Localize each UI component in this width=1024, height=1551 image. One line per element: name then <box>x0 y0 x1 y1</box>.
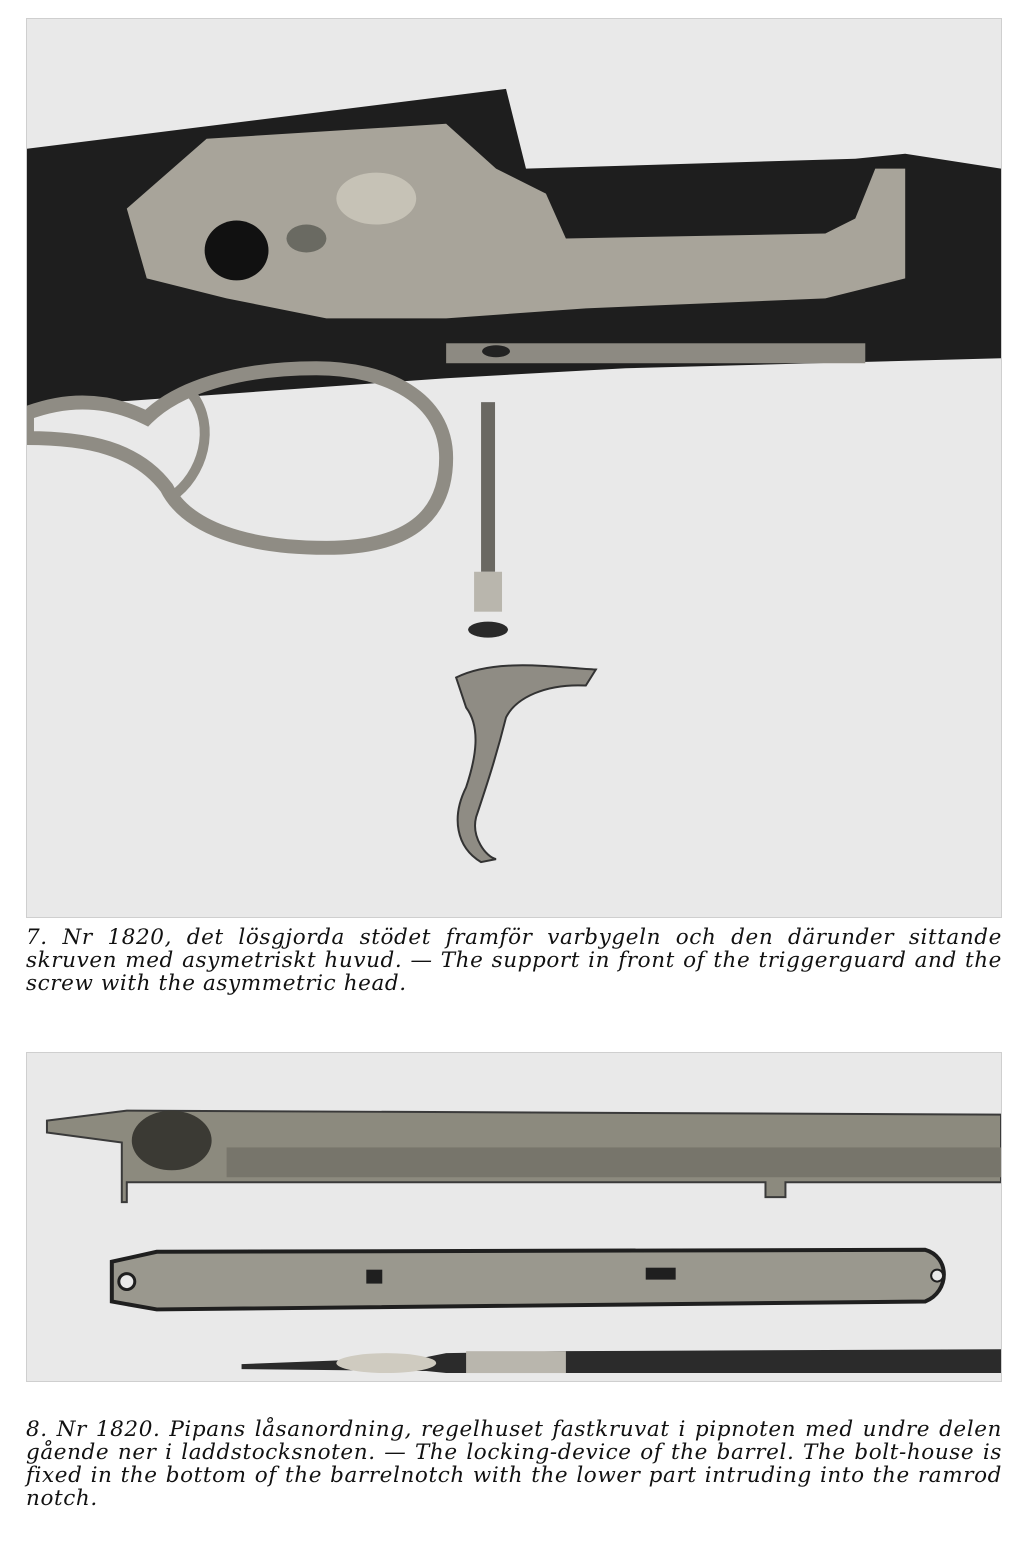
strip-hole <box>482 345 510 357</box>
figure-8-caption: 8. Nr 1820. Pipans låsanordning, regelhuset fastkruvat i pipnoten med undre delen gående ner i laddstocksnoten. — The locking-device of the barrel. The bolt-house is fixed in the bottom of the barrelnotch with the lower part intruding into the ramrod notch. <box>26 1417 1002 1511</box>
screw-head <box>474 572 502 612</box>
mortise-detail <box>286 225 326 253</box>
bolt-house-plate <box>112 1250 944 1310</box>
barrel-lock-illustration <box>27 1053 1001 1381</box>
plate-slot <box>366 1270 382 1284</box>
barrel-ornament <box>132 1111 212 1171</box>
figure-7-caption: 7. Nr 1820, det lösgjorda stödet framför varbygeln och den därunder sittande skruven med asymetriskt huvud. — The support in front of the triggerguard and the screw with the asymmetric head. <box>26 925 1002 996</box>
plate-hole <box>119 1274 135 1290</box>
figure-8-photo <box>26 1052 1002 1382</box>
screw-hole <box>205 221 269 281</box>
ramrod-worm <box>336 1353 436 1373</box>
mortise-detail <box>336 173 416 225</box>
plate-slot <box>646 1268 676 1280</box>
rifle-stock-illustration <box>27 19 1001 917</box>
ramrod-ferrule <box>466 1351 566 1373</box>
figure-7-photo <box>26 18 1002 918</box>
barrel-underside <box>227 1147 1001 1177</box>
plate-hole <box>931 1270 943 1282</box>
screw-head-base <box>468 622 508 638</box>
detached-screw <box>481 402 495 572</box>
